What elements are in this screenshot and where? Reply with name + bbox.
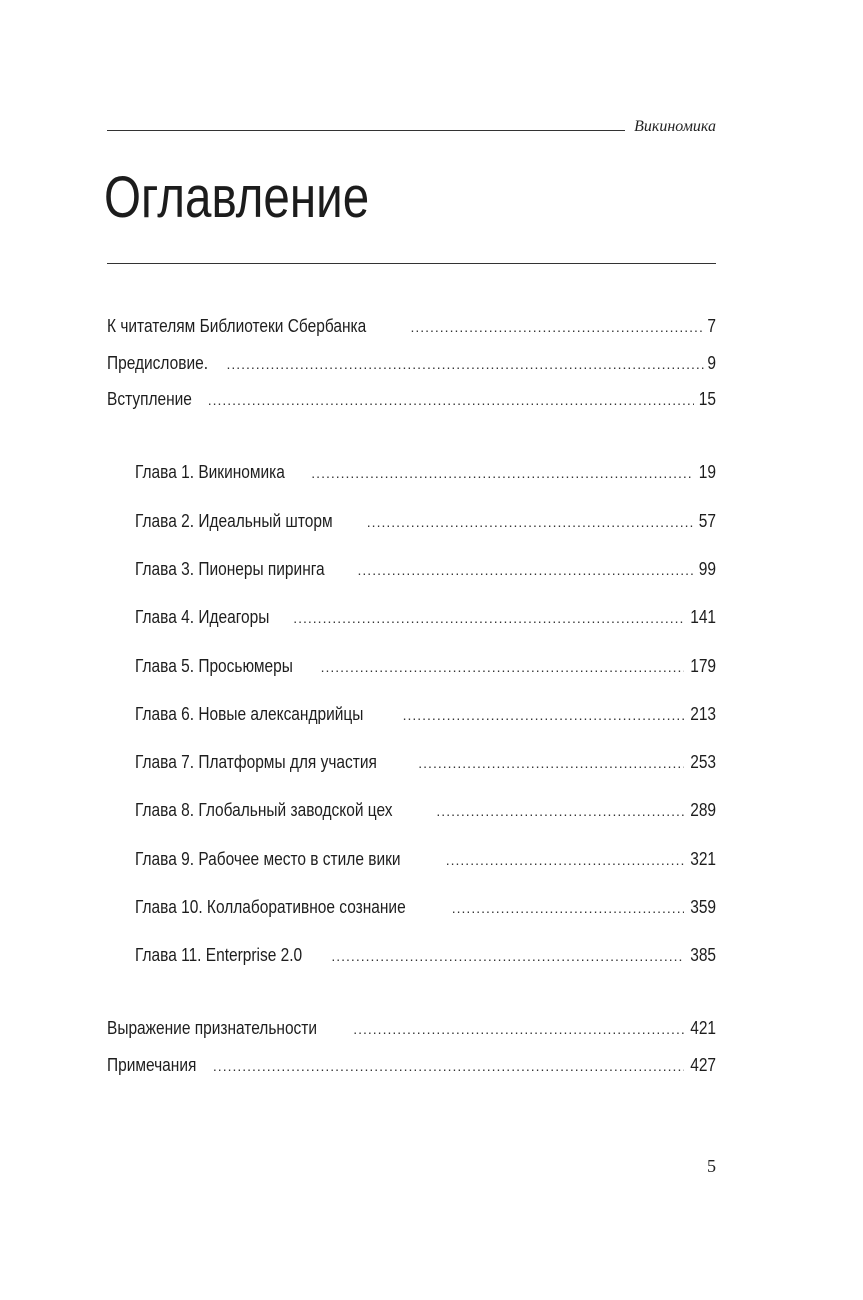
- dot-leader: [331, 944, 684, 968]
- toc-entry-chapter-11[interactable]: [135, 943, 716, 967]
- toc-entry-chapter-1[interactable]: [135, 460, 716, 484]
- toc-entry-chapter-8[interactable]: [135, 798, 716, 822]
- toc-entry-label: Вступление: [107, 389, 192, 409]
- dot-leader: [213, 1054, 684, 1078]
- page-title: Оглавление: [104, 165, 370, 230]
- toc-entry-page: 9: [707, 353, 716, 373]
- header-rule: [107, 130, 625, 131]
- toc-entry-label: Предисловие.: [107, 353, 209, 373]
- dot-leader: [293, 606, 684, 630]
- toc-entry-label: Глава 8. Глобальный заводской цех: [135, 800, 393, 820]
- dot-leader: [367, 510, 694, 534]
- toc-entry-page: 19: [698, 462, 716, 482]
- toc-entry-label: Глава 10. Коллаборативное сознание: [135, 897, 406, 917]
- toc-entry-label: Глава 2. Идеальный шторм: [135, 511, 333, 531]
- toc-entry-introduction[interactable]: [107, 387, 716, 411]
- toc-entry-label: Глава 9. Рабочее место в стиле вики: [135, 849, 401, 869]
- toc-entry-label: Глава 7. Платформы для участия: [135, 752, 377, 772]
- dot-leader: [353, 1017, 684, 1041]
- dot-leader: [403, 703, 684, 727]
- toc-entry-page: 99: [698, 559, 716, 579]
- toc-entry-label: К читателям Библиотеки Сбербанка: [107, 316, 367, 336]
- toc-entry-label: Выражение признательности: [107, 1018, 318, 1038]
- toc-entry-page: 15: [698, 389, 716, 409]
- dot-leader: [418, 751, 684, 775]
- toc-entry-page: 359: [690, 897, 716, 917]
- toc-entry-acknowledgements[interactable]: [107, 1016, 716, 1040]
- dot-leader: [321, 655, 684, 679]
- toc-entry-page: 421: [690, 1018, 716, 1038]
- dot-leader: [208, 388, 694, 412]
- toc-entry-label: Глава 1. Викиномика: [135, 462, 285, 482]
- dot-leader: [446, 848, 684, 872]
- toc-entry-label: Глава 5. Просьюмеры: [135, 656, 293, 676]
- book-title: Викиномика: [634, 118, 716, 135]
- dot-leader: [436, 799, 684, 823]
- dot-leader: [410, 315, 704, 339]
- toc-entry-chapter-2[interactable]: [135, 509, 716, 533]
- toc-entry-page: 213: [690, 704, 716, 724]
- page-number: 5: [707, 1156, 716, 1176]
- toc-entry-notes[interactable]: [107, 1053, 716, 1077]
- toc-entry-label: Глава 3. Пионеры пиринга: [135, 559, 325, 579]
- toc-entry-label: Примечания: [107, 1055, 197, 1075]
- toc-entry-chapter-9[interactable]: [135, 847, 716, 871]
- toc-entry-chapter-3[interactable]: [135, 557, 716, 581]
- toc-entry-page: 7: [707, 316, 716, 336]
- toc-entry-preface[interactable]: [107, 351, 716, 375]
- toc-entry-chapter-10[interactable]: [135, 895, 716, 919]
- dot-leader: [311, 461, 694, 485]
- toc-entry-chapter-4[interactable]: [135, 605, 716, 629]
- toc-entry-page: 427: [690, 1055, 716, 1075]
- toc-entry-page: 179: [690, 656, 716, 676]
- toc-entry-page: 321: [690, 849, 716, 869]
- toc-entry-page: 57: [698, 511, 716, 531]
- running-header: [107, 116, 716, 138]
- dot-leader: [452, 896, 684, 920]
- toc-entry-page: 253: [690, 752, 716, 772]
- toc-entry-page: 385: [690, 945, 716, 965]
- toc-entry-chapter-5[interactable]: [135, 654, 716, 678]
- title-divider: [107, 263, 716, 264]
- toc-entry-label: Глава 6. Новые александрийцы: [135, 704, 364, 724]
- toc-entry-label: Глава 11. Enterprise 2.0: [135, 945, 303, 965]
- toc-entry-chapter-7[interactable]: [135, 750, 716, 774]
- toc-entry-readers[interactable]: [107, 314, 716, 338]
- dot-leader: [358, 558, 694, 582]
- toc-entry-page: 141: [690, 607, 716, 627]
- dot-leader: [226, 352, 704, 376]
- toc-entry-page: 289: [690, 800, 716, 820]
- toc-entry-label: Глава 4. Идеагоры: [135, 607, 270, 627]
- toc-entry-chapter-6[interactable]: [135, 702, 716, 726]
